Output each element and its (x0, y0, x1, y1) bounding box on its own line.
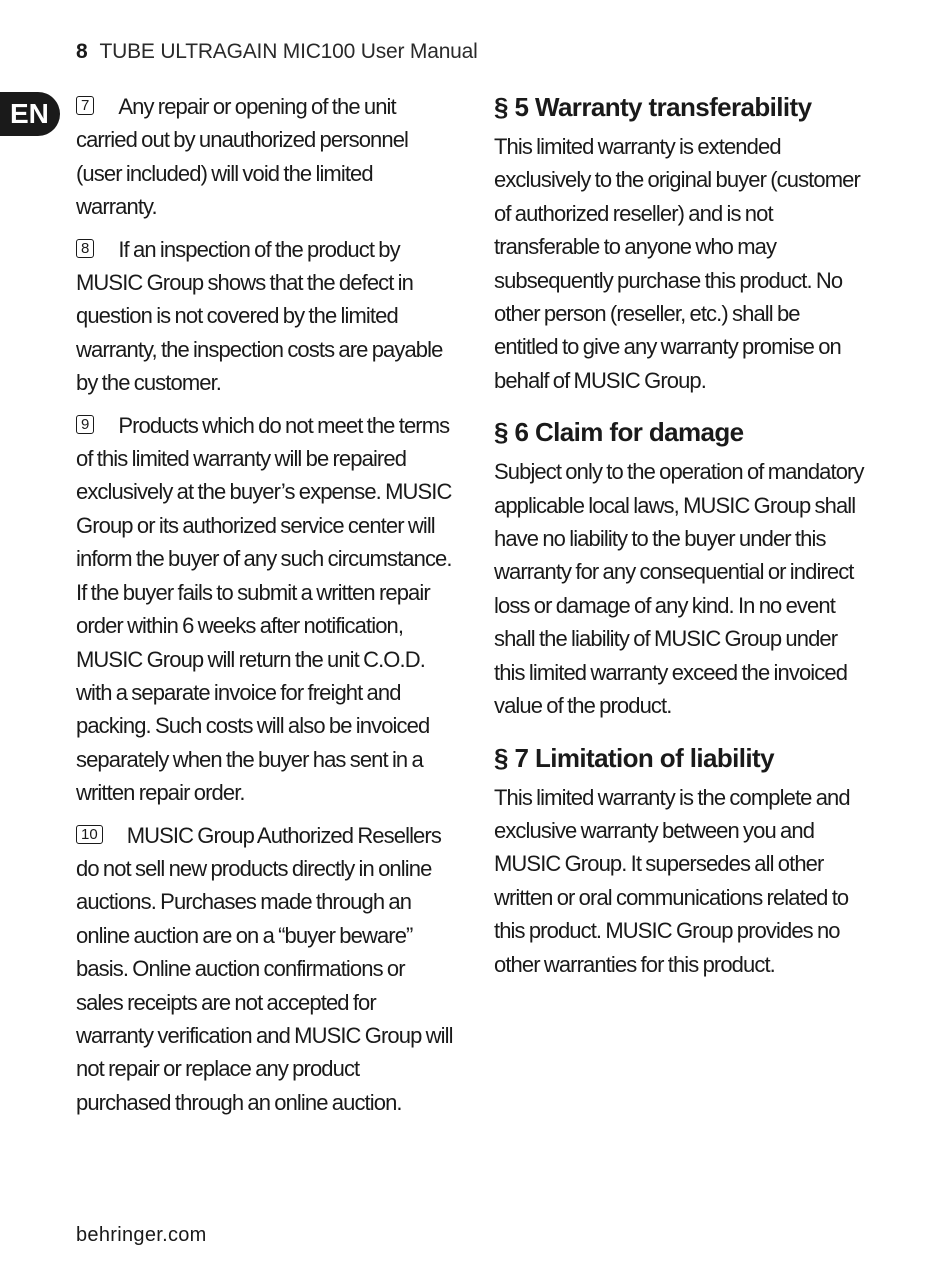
behringer-logo: behringer.com (76, 1224, 207, 1246)
warranty-item-9 (76, 409, 454, 810)
warranty-item-7 (76, 90, 454, 224)
item-number-badge: 10 (76, 825, 103, 844)
section-heading: § 7 Limitation of liability (494, 742, 774, 773)
section-claim-for-damage (494, 415, 866, 722)
item-text: Any repair or opening of the unit carried out by unauthorized personnel (user included) will void the limited warranty. (76, 94, 409, 220)
language-tab: EN (0, 92, 60, 136)
warranty-item-8 (76, 233, 454, 400)
item-text: Products which do not meet the terms of this limited warranty will be repaired exclusively at the buyer’s expense. MUSIC Group or its authorized service center will inform the buyer of any such circumstance. If the buyer fails to submit a written repair order within 6 weeks after notification, MUSIC Group will return the unit C.O.D. with a separate invoice for freight and packing. Such costs will also be invoiced separately when the buyer has sent in a written repair order. (76, 412, 452, 806)
item-number-badge: 9 (76, 415, 94, 434)
section-warranty-transferability (494, 90, 866, 397)
section-text: Subject only to the operation of mandatory applicable local laws, MUSIC Group shall have no liability to the buyer under this warranty for any consequential or indirect loss or damage of any kind. In no event shall the liability of MUSIC Group under this limited warranty exceed the invoiced value of the product. (494, 459, 864, 719)
page-header (76, 40, 478, 64)
section-heading: § 5 Warranty transferability (494, 92, 812, 122)
section-limitation-of-liability (494, 741, 866, 981)
item-text: If an inspection of the product by MUSIC Group shows that the defect in question is not covered by the limited warranty, the inspection costs are payable by the customer. (76, 236, 443, 396)
item-number-badge: 7 (76, 96, 94, 115)
item-text: MUSIC Group Authorized Resellers do not sell new products directly in online auctions. Purchases made through an online auction are on a “buyer beware” basis. Online auction confirmations or sales receipts are not accepted for warranty verification and MUSIC Group will not repair or replace any product purchased through an online auction. (76, 822, 453, 1115)
warranty-item-10 (76, 819, 454, 1120)
left-column (76, 90, 454, 1128)
right-column (494, 90, 866, 999)
section-text: This limited warranty is the complete and exclusive warranty between you and MUSIC Group. It supersedes all other written or oral communications related to this product. MUSIC Group provides no other warranties for this product. (494, 784, 850, 977)
item-number-badge: 8 (76, 239, 94, 258)
section-text: This limited warranty is extended exclusively to the original buyer (customer of authorized reseller) and is not transferable to anyone who may subsequently purchase this product. No other person (reseller, etc.) shall be entitled to give any warranty promise on behalf of MUSIC Group. (494, 134, 860, 393)
manual-title: TUBE ULTRAGAIN MIC100 User Manual (99, 40, 478, 63)
page-number: 8 (76, 40, 88, 63)
section-heading: § 6 Claim for damage (494, 417, 744, 448)
